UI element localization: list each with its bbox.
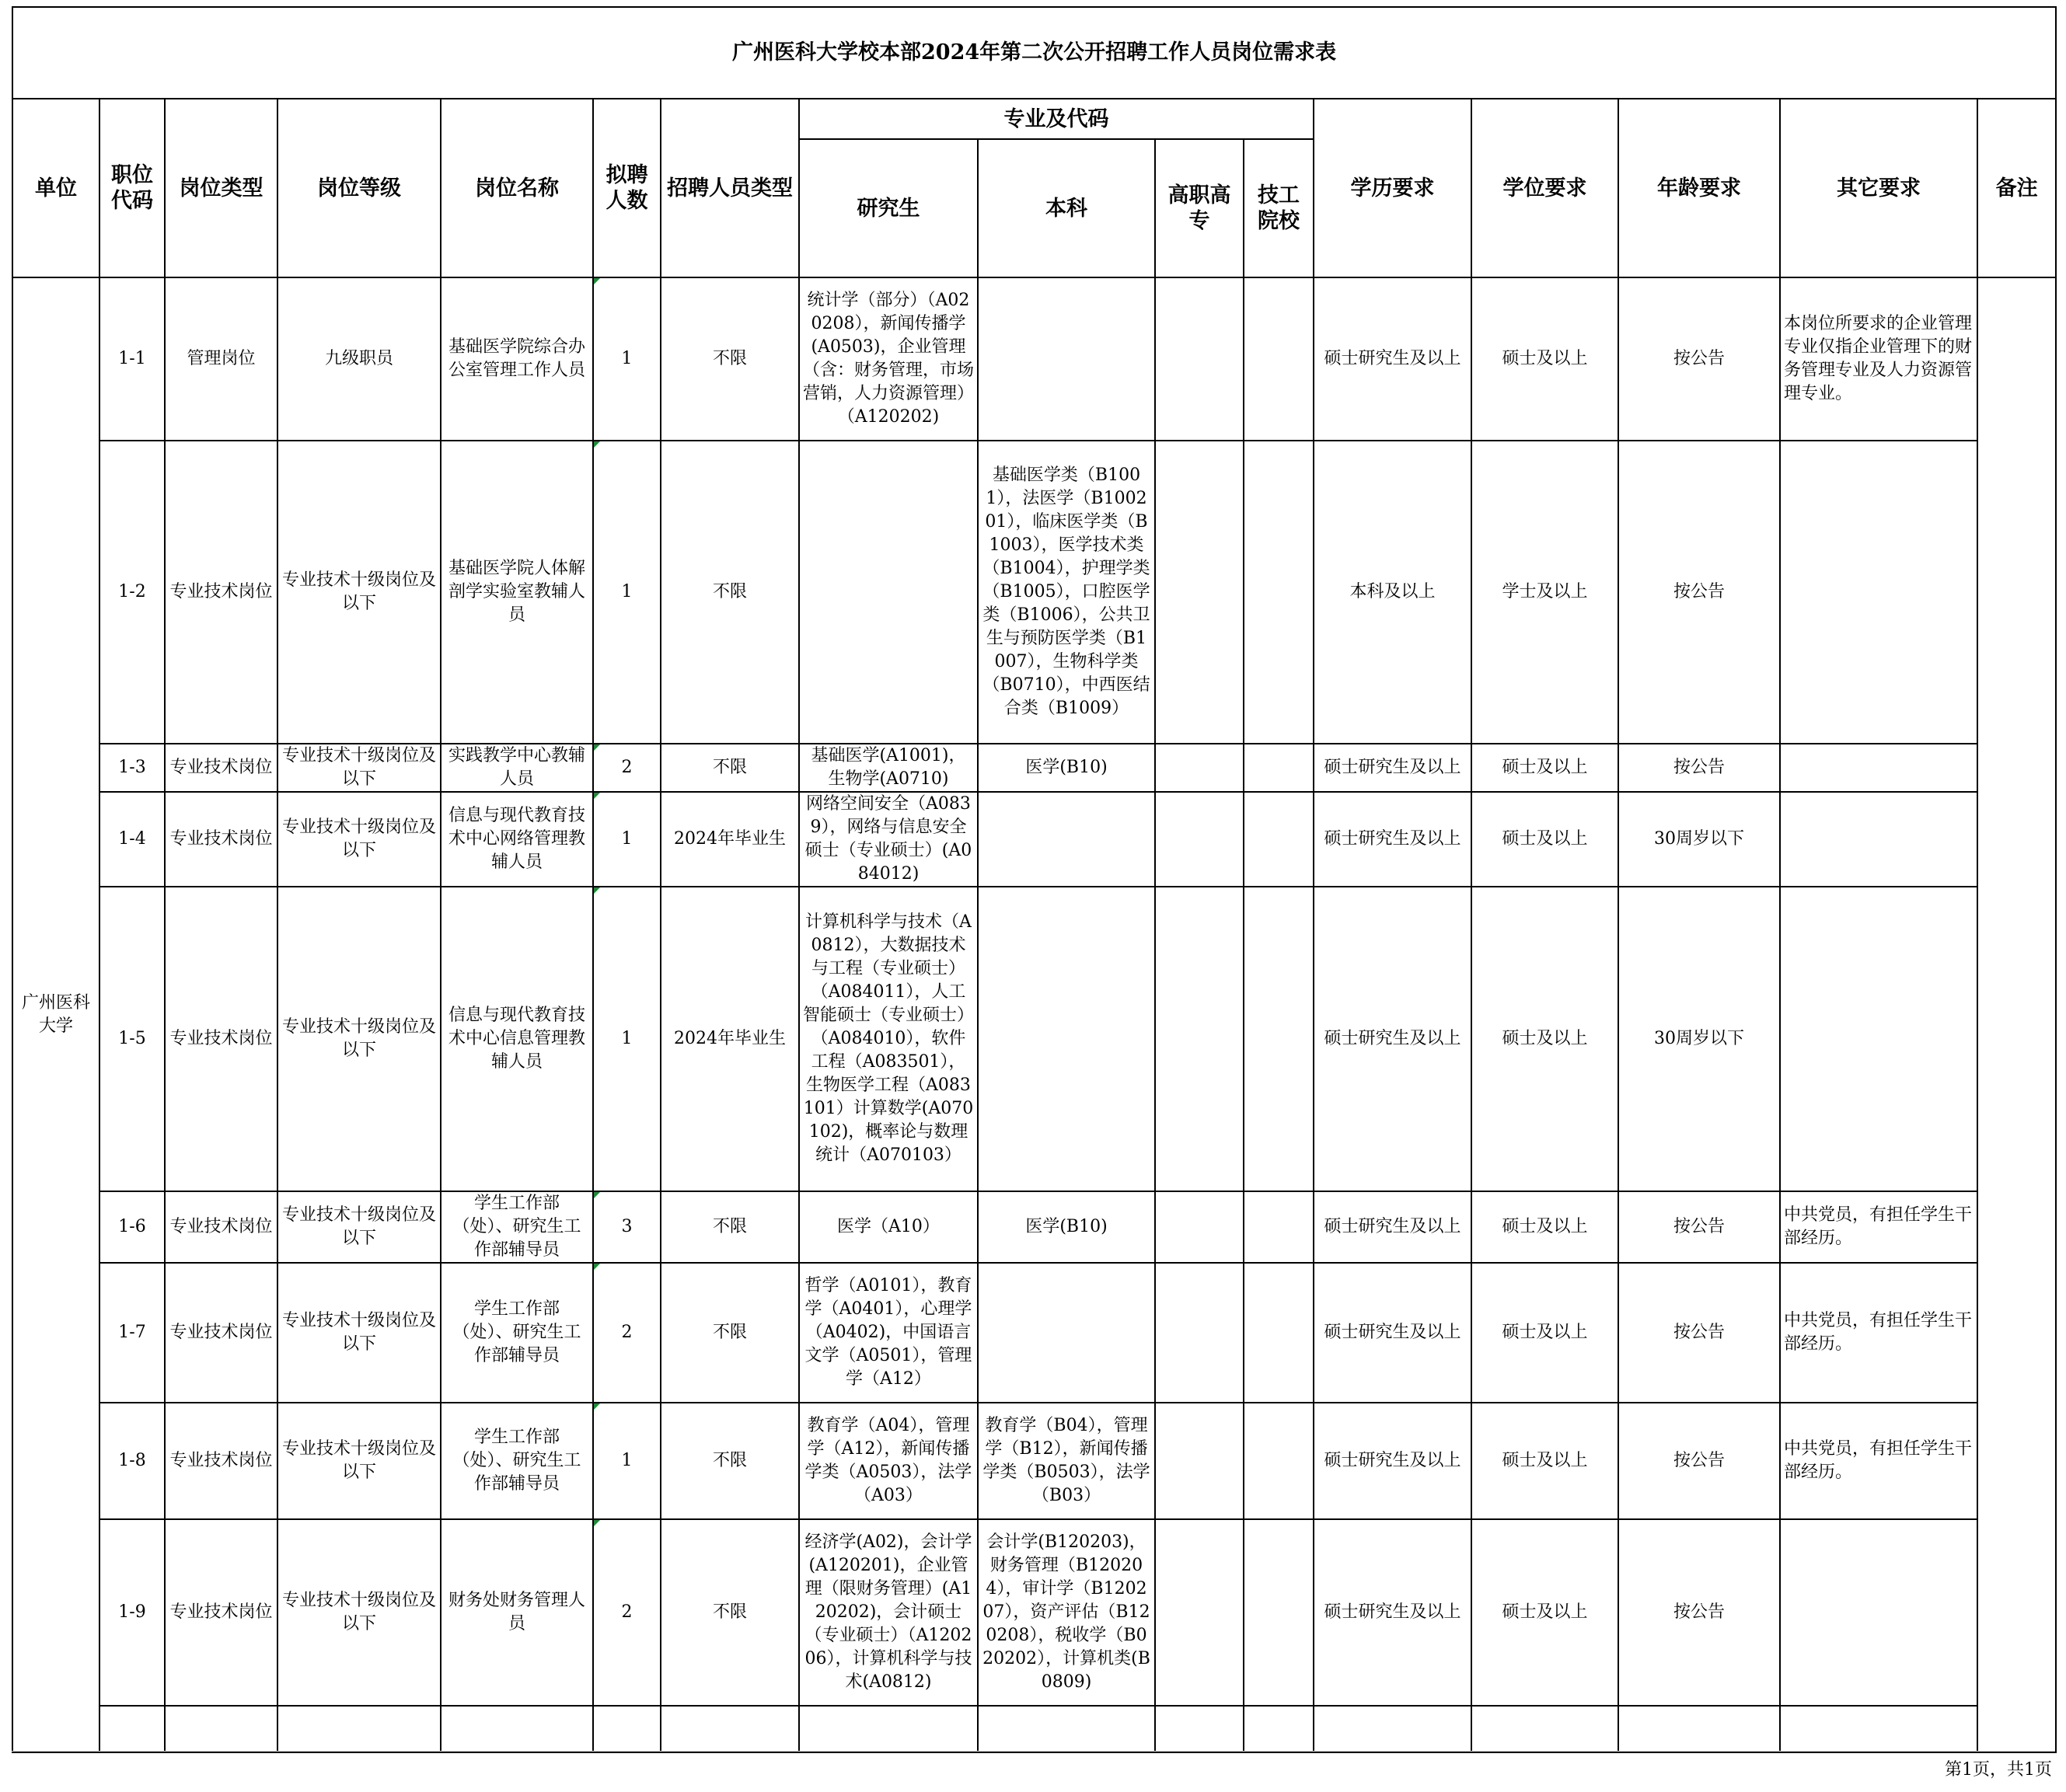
degree-cell: 学士及以上 <box>1471 441 1618 744</box>
vocational-major-cell <box>1155 1191 1244 1263</box>
post-name-cell: 实践教学中心教辅人员 <box>441 744 593 792</box>
recruit-type-cell: 不限 <box>661 277 799 441</box>
count-cell: 1 <box>593 1403 661 1519</box>
recruit-type-cell: 2024年毕业生 <box>661 792 799 887</box>
header-graduate: 研究生 <box>799 139 978 277</box>
post-name-cell: 学生工作部（处）、研究生工作部辅导员 <box>441 1263 593 1403</box>
table-row <box>12 1519 2056 1706</box>
recruit-type-cell: 不限 <box>661 1191 799 1263</box>
age-cell: 30周岁以下 <box>1618 887 1780 1191</box>
undergrad-major-cell: 医学(B10) <box>978 744 1155 792</box>
count-cell: 2 <box>593 1263 661 1403</box>
other-requirement-cell: 本岗位所要求的企业管理专业仅指企业管理下的财务管理专业及人力资源管理专业。 <box>1780 277 1977 441</box>
post-name-cell: 财务处财务管理人员 <box>441 1519 593 1706</box>
age-cell: 按公告 <box>1618 1191 1780 1263</box>
table-row <box>12 277 2056 441</box>
requirements-table <box>12 6 2057 1753</box>
post-level-cell: 专业技术十级岗位及以下 <box>277 1263 441 1403</box>
vocational-major-cell <box>1155 1263 1244 1403</box>
header-remark: 备注 <box>1977 99 2056 277</box>
job-code-cell: 1-9 <box>99 1519 165 1706</box>
age-cell: 按公告 <box>1618 744 1780 792</box>
empty-cell <box>1471 1706 1618 1752</box>
technical-major-cell <box>1244 744 1314 792</box>
undergrad-major-cell <box>978 1263 1155 1403</box>
technical-major-cell <box>1244 1263 1314 1403</box>
graduate-major-cell: 网络空间安全（A0839），网络与信息安全硕士（专业硕士）(A084012) <box>799 792 978 887</box>
empty-cell <box>99 1706 165 1752</box>
other-requirement-cell <box>1780 792 1977 887</box>
count-cell: 2 <box>593 744 661 792</box>
vocational-major-cell <box>1155 1403 1244 1519</box>
age-cell: 按公告 <box>1618 1403 1780 1519</box>
post-name-cell: 信息与现代教育技术中心信息管理教辅人员 <box>441 887 593 1191</box>
post-name-cell: 学生工作部（处）、研究生工作部辅导员 <box>441 1403 593 1519</box>
degree-cell: 硕士及以上 <box>1471 1263 1618 1403</box>
table-row <box>12 744 2056 792</box>
header-post-level: 岗位等级 <box>277 99 441 277</box>
education-cell: 硕士研究生及以上 <box>1314 1519 1471 1706</box>
age-cell: 按公告 <box>1618 1519 1780 1706</box>
other-requirement-cell <box>1780 441 1977 744</box>
post-level-cell: 专业技术十级岗位及以下 <box>277 744 441 792</box>
age-cell: 按公告 <box>1618 277 1780 441</box>
empty-row <box>12 1706 2056 1752</box>
count-cell: 1 <box>593 441 661 744</box>
post-type-cell: 专业技术岗位 <box>165 1263 277 1403</box>
education-cell: 硕士研究生及以上 <box>1314 277 1471 441</box>
education-cell: 硕士研究生及以上 <box>1314 887 1471 1191</box>
job-code-cell: 1-5 <box>99 887 165 1191</box>
vocational-major-cell <box>1155 887 1244 1191</box>
education-cell: 硕士研究生及以上 <box>1314 1403 1471 1519</box>
post-type-cell: 专业技术岗位 <box>165 1519 277 1706</box>
education-cell: 本科及以上 <box>1314 441 1471 744</box>
degree-cell: 硕士及以上 <box>1471 792 1618 887</box>
recruit-type-cell: 不限 <box>661 1403 799 1519</box>
count-cell: 1 <box>593 277 661 441</box>
vocational-major-cell <box>1155 744 1244 792</box>
undergrad-major-cell <box>978 792 1155 887</box>
recruit-type-cell: 2024年毕业生 <box>661 887 799 1191</box>
empty-cell <box>1780 1706 1977 1752</box>
recruit-type-cell: 不限 <box>661 744 799 792</box>
unit-cell: 广州医科大学 <box>12 277 99 1752</box>
other-requirement-cell <box>1780 744 1977 792</box>
post-type-cell: 专业技术岗位 <box>165 1403 277 1519</box>
page-number: 第1页，共1页 <box>1945 1760 2052 1780</box>
job-code-cell: 1-1 <box>99 277 165 441</box>
technical-major-cell <box>1244 792 1314 887</box>
job-code-cell: 1-8 <box>99 1403 165 1519</box>
age-cell: 30周岁以下 <box>1618 792 1780 887</box>
undergrad-major-cell: 基础医学类（B1001），法医学（B100201），临床医学类（B1003），医学技术类（B1004），护理学类（B1005），口腔医学类（B1006），公共卫生与预防医学类（B1007），生物科学类（B0710），中西医结合类（B1009） <box>978 441 1155 744</box>
header-education: 学历要求 <box>1314 99 1471 277</box>
age-cell: 按公告 <box>1618 441 1780 744</box>
undergrad-major-cell <box>978 277 1155 441</box>
table-row <box>12 1263 2056 1403</box>
count-cell: 1 <box>593 887 661 1191</box>
post-type-cell: 专业技术岗位 <box>165 1191 277 1263</box>
other-requirement-cell: 中共党员，有担任学生干部经历。 <box>1780 1403 1977 1519</box>
degree-cell: 硕士及以上 <box>1471 744 1618 792</box>
degree-cell: 硕士及以上 <box>1471 277 1618 441</box>
post-level-cell: 专业技术十级岗位及以下 <box>277 1191 441 1263</box>
vocational-major-cell <box>1155 441 1244 744</box>
education-cell: 硕士研究生及以上 <box>1314 1191 1471 1263</box>
recruit-type-cell: 不限 <box>661 1263 799 1403</box>
undergrad-major-cell <box>978 887 1155 1191</box>
table-row <box>12 441 2056 744</box>
header-vocational: 高职高专 <box>1155 139 1244 277</box>
age-cell: 按公告 <box>1618 1263 1780 1403</box>
degree-cell: 硕士及以上 <box>1471 1519 1618 1706</box>
header-degree: 学位要求 <box>1471 99 1618 277</box>
undergrad-major-cell: 会计学(B120203)，财务管理（B120204），审计学（B120207），资产评估（B120208），税收学（B020202），计算机类(B0809) <box>978 1519 1155 1706</box>
post-type-cell: 专业技术岗位 <box>165 887 277 1191</box>
empty-cell <box>661 1706 799 1752</box>
header-unit: 单位 <box>12 99 99 277</box>
table-row <box>12 1403 2056 1519</box>
empty-cell <box>1618 1706 1780 1752</box>
remark-cell <box>1977 277 2056 1752</box>
post-type-cell: 专业技术岗位 <box>165 792 277 887</box>
empty-cell <box>1314 1706 1471 1752</box>
post-level-cell: 专业技术十级岗位及以下 <box>277 1403 441 1519</box>
job-code-cell: 1-6 <box>99 1191 165 1263</box>
empty-cell <box>441 1706 593 1752</box>
header-undergrad: 本科 <box>978 139 1155 277</box>
header-recruit-type: 招聘人员类型 <box>661 99 799 277</box>
graduate-major-cell: 哲学（A0101），教育学（A0401），心理学（A0402)，中国语言文学（A0501），管理学（A12） <box>799 1263 978 1403</box>
degree-cell: 硕士及以上 <box>1471 1191 1618 1263</box>
vocational-major-cell <box>1155 1519 1244 1706</box>
count-cell: 2 <box>593 1519 661 1706</box>
education-cell: 硕士研究生及以上 <box>1314 792 1471 887</box>
education-cell: 硕士研究生及以上 <box>1314 1263 1471 1403</box>
degree-cell: 硕士及以上 <box>1471 887 1618 1191</box>
graduate-major-cell: 计算机科学与技术（A0812），大数据技术与工程（专业硕士）（A084011），人工智能硕士（专业硕士）（A084010），软件工程（A083501），生物医学工程（A083101）计算数学(A070102)，概率论与数理统计（A070103） <box>799 887 978 1191</box>
header-post-type: 岗位类型 <box>165 99 277 277</box>
post-type-cell: 专业技术岗位 <box>165 441 277 744</box>
post-name-cell: 基础医学院综合办公室管理工作人员 <box>441 277 593 441</box>
empty-cell <box>165 1706 277 1752</box>
table-row <box>12 1191 2056 1263</box>
recruit-type-cell: 不限 <box>661 1519 799 1706</box>
header-major-group: 专业及代码 <box>799 99 1314 139</box>
empty-cell <box>277 1706 441 1752</box>
undergrad-major-cell: 教育学（B04），管理学（B12），新闻传播学类（B0503），法学（B03） <box>978 1403 1155 1519</box>
post-name-cell: 信息与现代教育技术中心网络管理教辅人员 <box>441 792 593 887</box>
other-requirement-cell: 中共党员，有担任学生干部经历。 <box>1780 1191 1977 1263</box>
requirements-sheet <box>12 6 2055 1751</box>
post-name-cell: 学生工作部（处）、研究生工作部辅导员 <box>441 1191 593 1263</box>
header-other: 其它要求 <box>1780 99 1977 277</box>
other-requirement-cell <box>1780 887 1977 1191</box>
header-code: 职位代码 <box>99 99 165 277</box>
graduate-major-cell: 统计学（部分）（A020208），新闻传播学(A0503)，企业管理（含：财务管理，市场营销，人力资源管理）（A120202) <box>799 277 978 441</box>
vocational-major-cell <box>1155 277 1244 441</box>
vocational-major-cell <box>1155 792 1244 887</box>
other-requirement-cell <box>1780 1519 1977 1706</box>
post-level-cell: 专业技术十级岗位及以下 <box>277 792 441 887</box>
job-code-cell: 1-7 <box>99 1263 165 1403</box>
graduate-major-cell: 经济学(A02)，会计学(A120201)，企业管理（限财务管理）(A120202)，会计硕士（专业硕士）（A120206），计算机科学与技术(A0812) <box>799 1519 978 1706</box>
count-cell: 3 <box>593 1191 661 1263</box>
recruit-type-cell: 不限 <box>661 441 799 744</box>
undergrad-major-cell: 医学(B10) <box>978 1191 1155 1263</box>
header-age: 年龄要求 <box>1618 99 1780 277</box>
post-type-cell: 专业技术岗位 <box>165 744 277 792</box>
table-title: 广州医科大学校本部2024年第二次公开招聘工作人员岗位需求表 <box>12 7 2056 99</box>
technical-major-cell <box>1244 277 1314 441</box>
header-technical: 技工院校 <box>1244 139 1314 277</box>
post-type-cell: 管理岗位 <box>165 277 277 441</box>
post-name-cell: 基础医学院人体解剖学实验室教辅人员 <box>441 441 593 744</box>
technical-major-cell <box>1244 1403 1314 1519</box>
job-code-cell: 1-2 <box>99 441 165 744</box>
count-cell: 1 <box>593 792 661 887</box>
empty-cell <box>1155 1706 1244 1752</box>
job-code-cell: 1-3 <box>99 744 165 792</box>
header-count: 拟聘人数 <box>593 99 661 277</box>
empty-cell <box>593 1706 661 1752</box>
post-level-cell: 专业技术十级岗位及以下 <box>277 887 441 1191</box>
graduate-major-cell <box>799 441 978 744</box>
table-row <box>12 792 2056 887</box>
table-row <box>12 887 2056 1191</box>
empty-cell <box>978 1706 1155 1752</box>
technical-major-cell <box>1244 441 1314 744</box>
graduate-major-cell: 基础医学(A1001)，生物学(A0710) <box>799 744 978 792</box>
education-cell: 硕士研究生及以上 <box>1314 744 1471 792</box>
job-code-cell: 1-4 <box>99 792 165 887</box>
header-post-name: 岗位名称 <box>441 99 593 277</box>
post-level-cell: 专业技术十级岗位及以下 <box>277 441 441 744</box>
graduate-major-cell: 医学（A10） <box>799 1191 978 1263</box>
post-level-cell: 专业技术十级岗位及以下 <box>277 1519 441 1706</box>
graduate-major-cell: 教育学（A04），管理学（A12），新闻传播学类（A0503），法学（A03） <box>799 1403 978 1519</box>
empty-cell <box>799 1706 978 1752</box>
footer-rule <box>12 1751 2055 1752</box>
empty-cell <box>1244 1706 1314 1752</box>
other-requirement-cell: 中共党员，有担任学生干部经历。 <box>1780 1263 1977 1403</box>
technical-major-cell <box>1244 1191 1314 1263</box>
degree-cell: 硕士及以上 <box>1471 1403 1618 1519</box>
technical-major-cell <box>1244 887 1314 1191</box>
technical-major-cell <box>1244 1519 1314 1706</box>
post-level-cell: 九级职员 <box>277 277 441 441</box>
